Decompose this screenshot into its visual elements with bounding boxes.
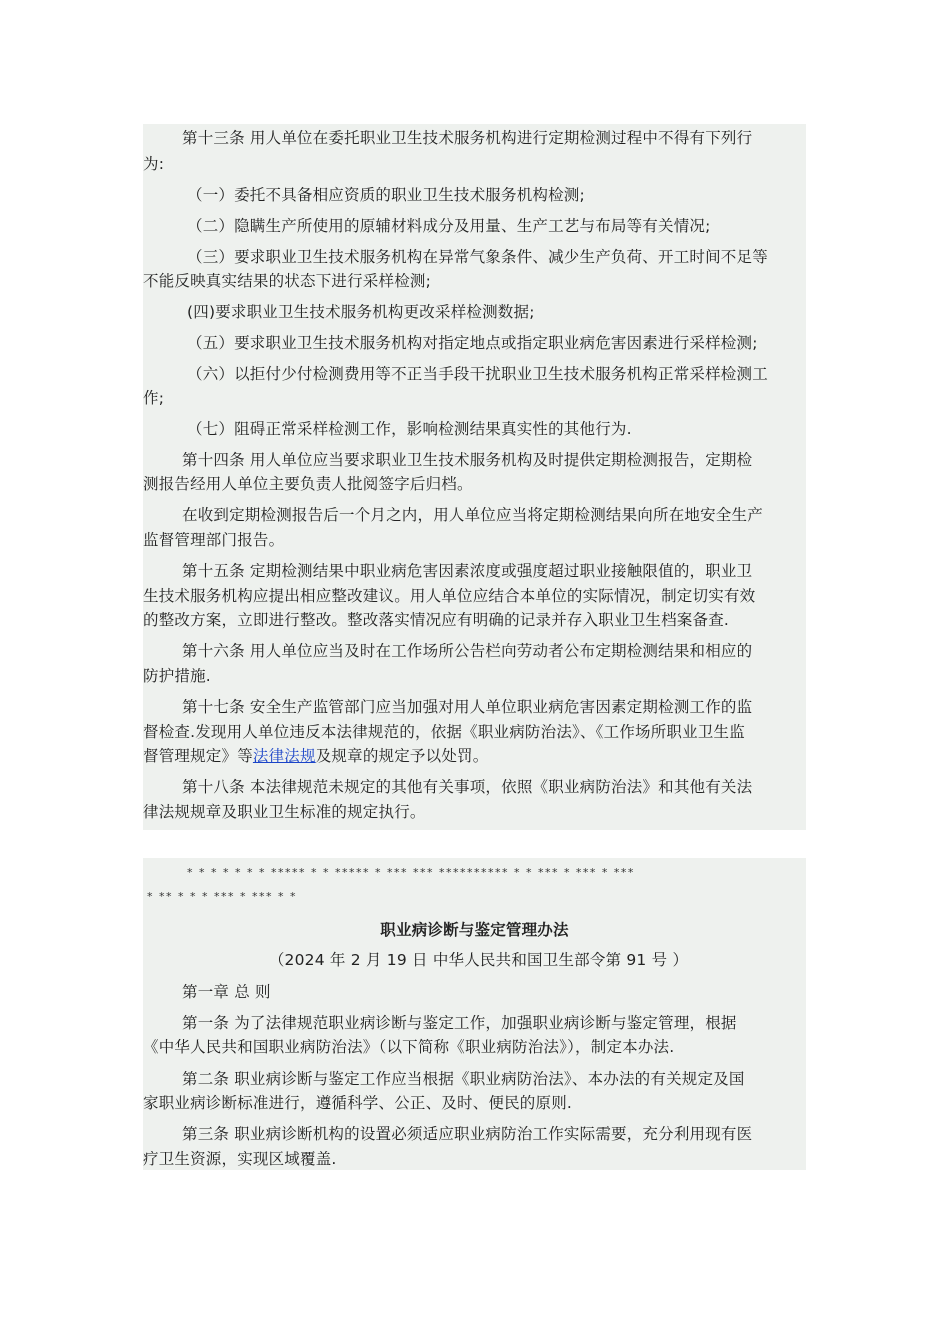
- text-line: （三）要求职业卫生技术服务机构在异常气象条件、减少生产负荷、开工时间不足等: [187, 248, 768, 266]
- separator-stars: * ** * * * *** * *** * *: [147, 890, 297, 903]
- document-block-upper: [143, 124, 806, 830]
- document-title: 职业病诊断与鉴定管理办法: [380, 921, 569, 939]
- text-line: 不能反映真实结果的状态下进行采样检测;: [143, 272, 432, 290]
- text-line: 的整改方案，立即进行整改。整改落实情况应有明确的记录并存入职业卫生档案备查.: [143, 611, 730, 629]
- chapter-heading: 第一章 总 则: [182, 983, 271, 1001]
- text-line: （一）委托不具备相应资质的职业卫生技术服务机构检测;: [187, 186, 585, 204]
- text-line: 第二条 职业病诊断与鉴定工作应当根据《职业病防治法》、本办法的有关规定及国: [182, 1070, 745, 1088]
- document-subtitle: （2024 年 2 月 19 日 中华人民共和国卫生部令第 91 号 ）: [268, 951, 689, 969]
- law-regulations-link[interactable]: 法律法规: [252, 747, 316, 765]
- text-line: （七）阻碍正常采样检测工作，影响检测结果真实性的其他行为.: [187, 420, 632, 438]
- text-segment: 及规章的规定予以处罚。: [315, 747, 489, 765]
- text-line: （六）以拒付少付检测费用等不正当手段干扰职业卫生技术服务机构正常采样检测工: [187, 365, 768, 383]
- text-segment: 督管理规定》等: [143, 747, 253, 765]
- document-block-lower: [143, 858, 806, 1170]
- text-line: [143, 742, 488, 771]
- text-line: 第十八条 本法律规范未规定的其他有关事项，依照《职业病防治法》和其他有关法: [182, 778, 753, 796]
- text-line: 律法规规章及职业卫生标准的规定执行。: [143, 803, 426, 821]
- text-line: 监督管理部门报告。: [143, 531, 285, 549]
- text-line: （二）隐瞒生产所使用的原辅材料成分及用量、生产工艺与布局等有关情况;: [187, 217, 711, 235]
- text-line: （五）要求职业卫生技术服务机构对指定地点或指定职业病危害因素进行采样检测;: [187, 334, 758, 352]
- text-line: 疗卫生资源，实现区域覆盖.: [143, 1150, 337, 1168]
- text-line: 第十六条 用人单位应当及时在工作场所公告栏向劳动者公布定期检测结果和相应的: [182, 642, 753, 660]
- text-line: 第一条 为了法律规范职业病诊断与鉴定工作，加强职业病诊断与鉴定管理，根据: [182, 1014, 737, 1032]
- text-line: 第十七条 安全生产监管部门应当加强对用人单位职业病危害因素定期检测工作的监: [182, 698, 753, 716]
- text-line: 家职业病诊断标准进行，遵循科学、公正、及时、便民的原则.: [143, 1094, 573, 1112]
- text-line: 生技术服务机构应提出相应整改建议。用人单位应结合本单位的实际情况，制定切实有效: [143, 587, 756, 605]
- text-line: 测报告经用人单位主要负责人批阅签字后归档。: [143, 475, 473, 493]
- text-line: (四)要求职业卫生技术服务机构更改采样检测数据;: [187, 303, 535, 321]
- text-line: 第三条 职业病诊断机构的设置必须适应职业病防治工作实际需要，充分利用现有医: [182, 1125, 753, 1143]
- text-line: 在收到定期检测报告后一个月之内，用人单位应当将定期检测结果向所在地安全生产: [182, 506, 763, 524]
- separator-stars: * * * * * * * ***** * * ***** * *** *** ********** * * *** * *** * ***: [187, 866, 635, 879]
- text-line: 《中华人民共和国职业病防治法》（以下简称《职业病防治法》），制定本办法.: [143, 1038, 675, 1056]
- text-line: 作;: [143, 389, 165, 407]
- text-line: 第十四条 用人单位应当要求职业卫生技术服务机构及时提供定期检测报告，定期检: [182, 451, 753, 469]
- text-line: 督检查.发现用人单位违反本法律规范的，依据《职业病防治法》、《工作场所职业卫生监: [143, 723, 745, 741]
- text-line: 第十三条 用人单位在委托职业卫生技术服务机构进行定期检测过程中不得有下列行: [182, 129, 753, 147]
- text-line: 为:: [143, 155, 165, 173]
- text-line: 第十五条 定期检测结果中职业病危害因素浓度或强度超过职业接触限值的，职业卫: [182, 562, 753, 580]
- text-line: 防护措施.: [143, 667, 211, 685]
